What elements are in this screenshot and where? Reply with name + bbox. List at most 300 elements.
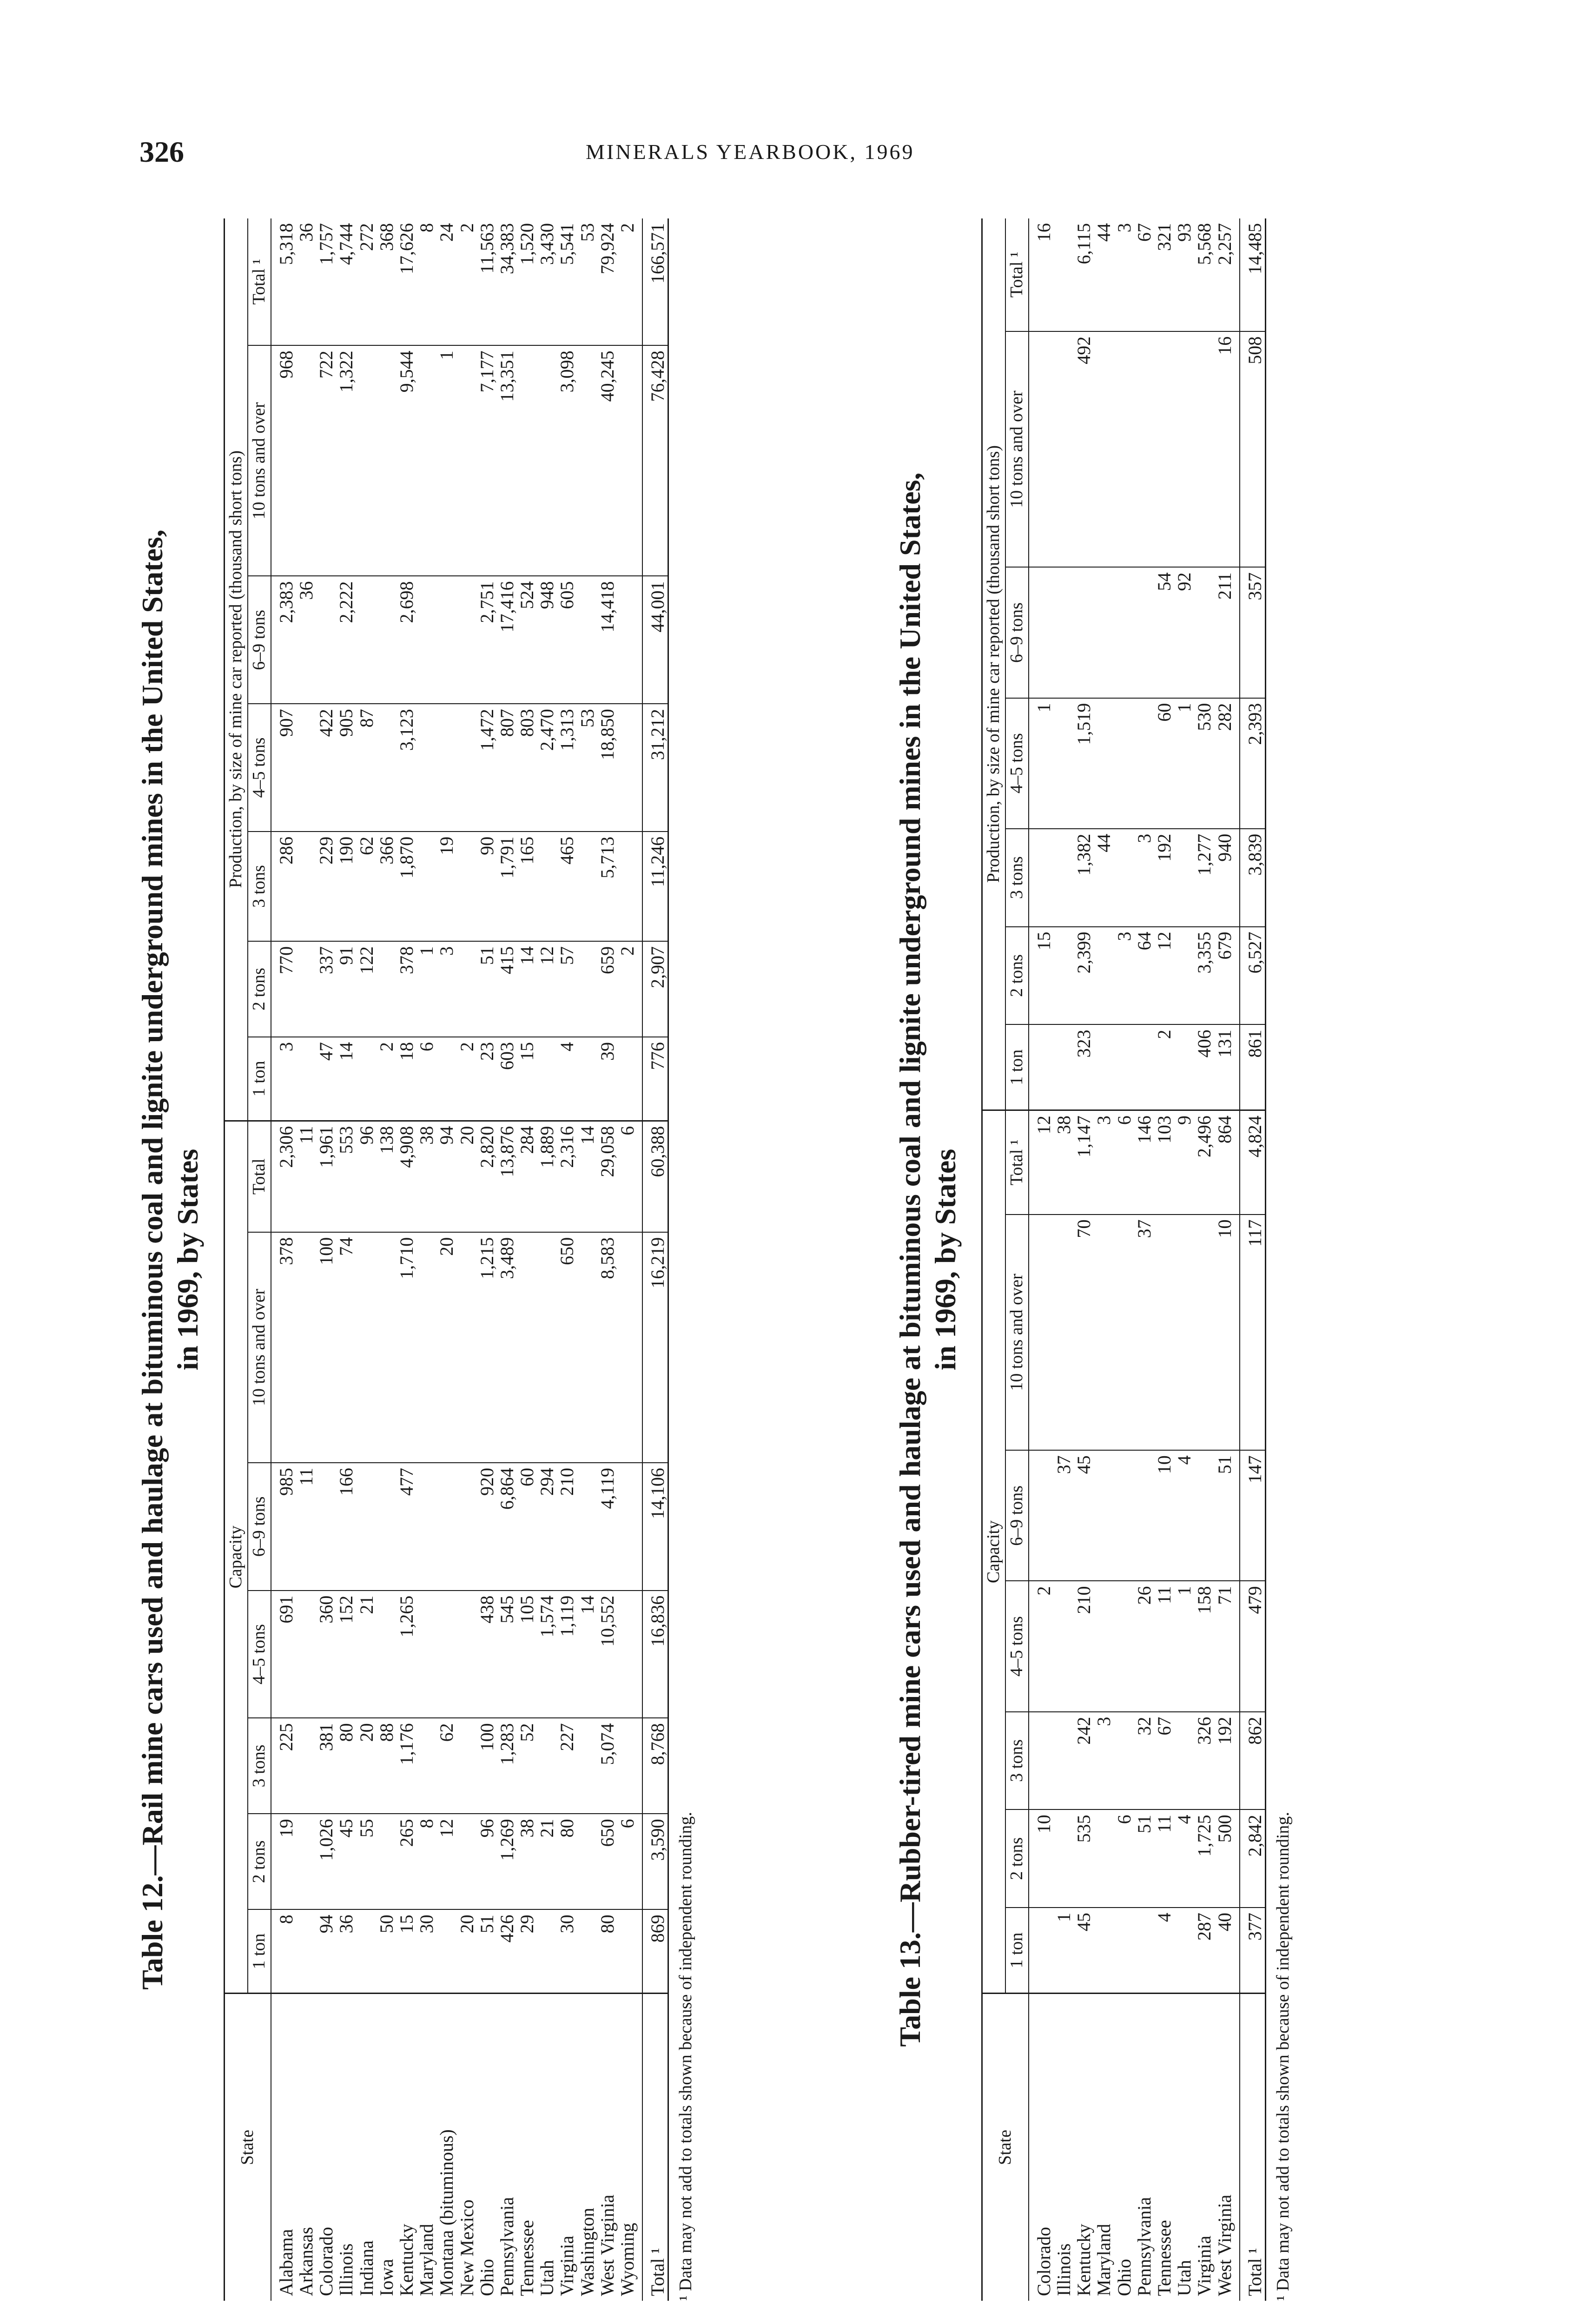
table-12-title (135, 218, 205, 2301)
capacity-cell (1194, 1450, 1214, 1581)
capacity-cell: 60,388 (642, 1121, 668, 1232)
capacity-cell (617, 1232, 642, 1463)
production-cell: 15 (517, 1037, 537, 1121)
capacity-col-header: 2 tons (248, 1814, 271, 1909)
production-cell: 15 (1029, 927, 1054, 1025)
production-cell (517, 345, 537, 576)
capacity-cell: 535 (1074, 1809, 1094, 1908)
capacity-cell (457, 1814, 477, 1909)
capacity-cell: 37 (1134, 1215, 1154, 1451)
production-cell: 2,393 (1240, 698, 1266, 829)
capacity-cell: 2,496 (1194, 1110, 1214, 1215)
table-row (377, 218, 397, 2301)
state-name: Total ¹ (1240, 1994, 1266, 2301)
table-row (1215, 218, 1240, 2301)
table-row (1054, 218, 1074, 2301)
capacity-cell: 52 (517, 1718, 537, 1814)
capacity-cell (1134, 1908, 1154, 1993)
production-cell: 2,907 (642, 941, 668, 1037)
capacity-col-header: 1 ton (248, 1909, 271, 1993)
production-cell: 366 (377, 832, 397, 941)
capacity-cell: 146 (1134, 1110, 1154, 1215)
capacity-cell: 36 (336, 1909, 356, 1993)
production-cell (617, 832, 642, 941)
production-cell (377, 576, 397, 704)
production-cell: 18 (397, 1037, 416, 1121)
capacity-cell: 4,824 (1240, 1110, 1266, 1215)
production-cell: 190 (336, 832, 356, 941)
production-cell (1174, 927, 1194, 1025)
production-cell: 508 (1240, 331, 1266, 568)
production-cell: 166,571 (642, 218, 668, 345)
capacity-cell: 377 (1240, 1908, 1266, 1993)
capacity-cell: 210 (557, 1463, 577, 1591)
table-13-block (892, 218, 1441, 2301)
production-cell: 1,519 (1074, 698, 1094, 829)
state-name: Washington (576, 2207, 598, 2296)
production-cell (357, 576, 377, 704)
capacity-cell: 4,908 (397, 1121, 416, 1232)
capacity-cell: 864 (1215, 1110, 1240, 1215)
production-cell: 1,757 (316, 218, 336, 345)
capacity-cell: 45 (336, 1814, 356, 1909)
capacity-cell: 6,864 (497, 1463, 517, 1591)
production-cell: 14 (336, 1037, 356, 1121)
table-row (316, 218, 336, 2301)
production-cell: 422 (316, 704, 336, 832)
production-cell: 406 (1194, 1024, 1214, 1110)
capacity-cell (1174, 1712, 1194, 1810)
production-cell: 12 (1154, 927, 1174, 1025)
capacity-cell (1094, 1908, 1114, 1993)
production-cell: 807 (497, 704, 517, 832)
production-cell: 770 (271, 941, 296, 1037)
production-cell: 5,541 (557, 218, 577, 345)
production-cell: 368 (377, 218, 397, 345)
production-cell: 2,751 (477, 576, 497, 704)
capacity-cell: 21 (357, 1591, 377, 1718)
capacity-cell: 1,176 (397, 1718, 416, 1814)
capacity-cell: 26 (1134, 1581, 1154, 1711)
production-cell (416, 576, 436, 704)
production-cell: 12 (537, 941, 557, 1037)
production-cell: 2 (1154, 1024, 1174, 1110)
capacity-cell: 2,306 (271, 1121, 296, 1232)
capacity-cell: 158 (1194, 1581, 1214, 1711)
production-cell: 3 (436, 941, 456, 1037)
capacity-cell: 1 (1174, 1581, 1194, 1711)
production-cell: 47 (316, 1037, 336, 1121)
capacity-cell: 1,119 (557, 1591, 577, 1718)
production-cell (537, 832, 557, 941)
production-cell: 192 (1154, 829, 1174, 927)
table-row (457, 218, 477, 2301)
production-cell (436, 576, 456, 704)
production-cell: 3 (1114, 218, 1134, 331)
production-cell: 4,744 (336, 218, 356, 345)
production-cell (1054, 331, 1074, 568)
table-row (1114, 218, 1134, 2301)
table-row (271, 218, 296, 2301)
production-cell: 92 (1174, 567, 1194, 698)
state-name: Virginia (556, 2235, 578, 2296)
production-col-header: 3 tons (248, 832, 271, 941)
production-cell: 40,245 (597, 345, 617, 576)
capacity-cell: 242 (1074, 1712, 1094, 1810)
capacity-cell (1054, 1809, 1074, 1908)
state-name: Tennessee (1153, 2220, 1175, 2296)
capacity-cell (357, 1463, 377, 1591)
running-title: MINERALS YEARBOOK, 1969 (586, 140, 915, 164)
capacity-cell: 152 (336, 1591, 356, 1718)
capacity-cell: 691 (271, 1591, 296, 1718)
production-cell: 378 (397, 941, 416, 1037)
capacity-cell (537, 1232, 557, 1463)
production-cell (577, 345, 597, 576)
capacity-cell (1114, 1908, 1134, 1993)
capacity-cell: 1,710 (397, 1232, 416, 1463)
capacity-cell: 2,842 (1240, 1809, 1266, 1908)
production-cell (617, 1037, 642, 1121)
capacity-cell: 985 (271, 1463, 296, 1591)
production-cell (377, 345, 397, 576)
production-cell (1094, 567, 1114, 698)
production-cell (1054, 567, 1074, 698)
state-name: Pennsylvania (1133, 2197, 1155, 2296)
capacity-cell (457, 1591, 477, 1718)
production-cell: 3 (1114, 927, 1134, 1025)
state-name: Wyoming (617, 2223, 638, 2296)
capacity-cell: 13,876 (497, 1121, 517, 1232)
production-cell: 44 (1094, 829, 1114, 927)
capacity-cell: 45 (1074, 1908, 1094, 1993)
capacity-cell (377, 1814, 397, 1909)
production-cell (537, 1037, 557, 1121)
production-cell: 5,568 (1194, 218, 1214, 331)
capacity-cell: 29 (517, 1909, 537, 1993)
capacity-cell: 21 (537, 1814, 557, 1909)
table-row (1154, 218, 1174, 2301)
production-cell: 18,850 (597, 704, 617, 832)
production-cell: 23 (477, 1037, 497, 1121)
capacity-cell: 8 (271, 1909, 296, 1993)
state-name: Colorado (316, 2227, 337, 2296)
production-cell: 17,626 (397, 218, 416, 345)
capacity-cell: 378 (271, 1232, 296, 1463)
production-cell: 2 (617, 218, 642, 345)
production-cell: 79,924 (597, 218, 617, 345)
production-cell: 492 (1074, 331, 1094, 568)
state-name: Colorado (1033, 2227, 1054, 2296)
capacity-cell: 51 (1134, 1809, 1154, 1908)
capacity-cell: 71 (1215, 1581, 1240, 1711)
capacity-cell: 3 (1094, 1110, 1114, 1215)
capacity-cell: 45 (1074, 1450, 1094, 1581)
production-cell: 357 (1240, 567, 1266, 698)
capacity-cell (577, 1463, 597, 1591)
production-cell: 286 (271, 832, 296, 941)
capacity-cell: 103 (1154, 1110, 1174, 1215)
production-cell: 5,318 (271, 218, 296, 345)
production-cell (296, 1037, 316, 1121)
production-cell (436, 704, 456, 832)
table-13-title-line2: in 1969, by States (928, 1149, 962, 1371)
capacity-cell: 166 (336, 1463, 356, 1591)
capacity-cell: 192 (1215, 1712, 1240, 1810)
capacity-cell: 14 (577, 1121, 597, 1232)
table-row (296, 218, 316, 2301)
production-cell: 940 (1215, 829, 1240, 927)
state-name: Alabama (275, 2229, 297, 2296)
capacity-cell: 38 (517, 1814, 537, 1909)
production-cell (296, 704, 316, 832)
capacity-col-header: Total ¹ (1005, 1110, 1029, 1215)
production-cell: 53 (577, 704, 597, 832)
table-row (477, 218, 497, 2301)
capacity-cell (436, 1909, 456, 1993)
capacity-cell (357, 1232, 377, 1463)
production-cell (1054, 927, 1074, 1025)
table-row (1074, 218, 1094, 2301)
state-column-header: State (225, 1994, 271, 2301)
state-name: Utah (536, 2260, 558, 2296)
production-cell: 57 (557, 941, 577, 1037)
capacity-cell (416, 1232, 436, 1463)
capacity-cell: 67 (1154, 1712, 1174, 1810)
capacity-cell: 2 (1029, 1581, 1054, 1711)
capacity-cell: 20 (357, 1718, 377, 1814)
table-row (1174, 218, 1194, 2301)
capacity-cell: 70 (1074, 1215, 1094, 1451)
capacity-cell: 1,147 (1074, 1110, 1094, 1215)
production-cell (1194, 331, 1214, 568)
capacity-cell: 3,489 (497, 1232, 517, 1463)
production-col-header: 6–9 tons (248, 576, 271, 704)
capacity-cell (296, 1232, 316, 1463)
capacity-col-header: 10 tons and over (1005, 1215, 1029, 1451)
production-cell (296, 832, 316, 941)
capacity-cell: 11 (296, 1463, 316, 1591)
production-col-header: 2 tons (1005, 927, 1029, 1025)
production-col-header: Total ¹ (1005, 218, 1029, 331)
capacity-cell (1114, 1215, 1134, 1451)
capacity-cell (517, 1232, 537, 1463)
capacity-cell: 147 (1240, 1450, 1266, 1581)
production-cell: 1,382 (1074, 829, 1094, 927)
production-cell: 679 (1215, 927, 1240, 1025)
production-cell: 415 (497, 941, 517, 1037)
state-name: Ohio (476, 2259, 497, 2296)
state-name: Arkansas (296, 2227, 317, 2296)
capacity-col-header: 2 tons (1005, 1809, 1029, 1908)
production-cell (617, 704, 642, 832)
production-cell (577, 576, 597, 704)
capacity-col-header: 3 tons (248, 1718, 271, 1814)
capacity-cell: 500 (1215, 1809, 1240, 1908)
capacity-cell: 16,836 (642, 1591, 668, 1718)
capacity-cell: 1,961 (316, 1121, 336, 1232)
capacity-cell: 8 (416, 1814, 436, 1909)
production-cell (1114, 829, 1134, 927)
capacity-cell: 1,283 (497, 1718, 517, 1814)
production-header: Production, by size of mine car reported (thousand short tons) (982, 218, 1005, 1110)
capacity-cell: 6 (617, 1121, 642, 1232)
state-name: Maryland (416, 2224, 437, 2296)
table-12 (224, 218, 669, 2301)
production-cell (377, 704, 397, 832)
capacity-cell: 553 (336, 1121, 356, 1232)
production-cell: 14,418 (597, 576, 617, 704)
production-cell (1074, 567, 1094, 698)
capacity-cell: 12 (436, 1814, 456, 1909)
production-cell: 64 (1134, 927, 1154, 1025)
table-12-footnote: ¹ Data may not add to totals shown because of independent rounding. (676, 1812, 696, 2301)
state-name: Pennsylvania (496, 2197, 517, 2296)
capacity-cell (1029, 1712, 1054, 1810)
table-row (617, 218, 642, 2301)
production-cell (1094, 1024, 1114, 1110)
production-cell (1054, 698, 1074, 829)
production-cell (617, 345, 642, 576)
table-row (597, 218, 617, 2301)
production-cell (1174, 1024, 1194, 1110)
capacity-cell: 88 (377, 1718, 397, 1814)
production-cell: 3,430 (537, 218, 557, 345)
table-row (357, 218, 377, 2301)
capacity-cell: 4 (1154, 1908, 1174, 1993)
production-cell (357, 1037, 377, 1121)
production-cell: 19 (436, 832, 456, 941)
table-row (416, 218, 436, 2301)
capacity-cell (436, 1463, 456, 1591)
production-cell: 229 (316, 832, 336, 941)
production-cell: 2 (457, 1037, 477, 1121)
capacity-cell: 9 (1174, 1110, 1194, 1215)
capacity-cell (457, 1232, 477, 1463)
production-cell: 76,428 (642, 345, 668, 576)
production-cell: 16 (1029, 218, 1054, 331)
capacity-cell (296, 1591, 316, 1718)
production-col-header: Total ¹ (248, 218, 271, 345)
production-cell: 211 (1215, 567, 1240, 698)
capacity-cell: 4 (1174, 1809, 1194, 1908)
table-row (1094, 218, 1114, 2301)
production-cell: 1,313 (557, 704, 577, 832)
table-row (497, 218, 517, 2301)
capacity-cell: 287 (1194, 1908, 1214, 1993)
production-cell: 2,257 (1215, 218, 1240, 331)
capacity-cell: 11 (1154, 1581, 1174, 1711)
capacity-cell (416, 1591, 436, 1718)
production-cell: 1 (436, 345, 456, 576)
production-cell: 3,839 (1240, 829, 1266, 927)
capacity-cell: 294 (537, 1463, 557, 1591)
production-cell: 2,383 (271, 576, 296, 704)
production-header: Production, by size of mine car reported (thousand short tons) (225, 218, 248, 1121)
state-name: Maryland (1093, 2224, 1115, 2296)
production-cell: 36 (296, 218, 316, 345)
production-cell (1094, 927, 1114, 1025)
production-cell: 323 (1074, 1024, 1094, 1110)
capacity-cell: 96 (477, 1814, 497, 1909)
capacity-cell: 55 (357, 1814, 377, 1909)
capacity-cell: 265 (397, 1814, 416, 1909)
table-row (436, 218, 456, 2301)
capacity-cell: 29,058 (597, 1121, 617, 1232)
capacity-cell: 650 (597, 1814, 617, 1909)
capacity-cell (537, 1909, 557, 1993)
state-column-header: State (982, 1994, 1029, 2301)
capacity-cell: 8,583 (597, 1232, 617, 1463)
production-cell: 948 (537, 576, 557, 704)
production-cell (357, 345, 377, 576)
capacity-cell (617, 1718, 642, 1814)
production-cell: 3,355 (1194, 927, 1214, 1025)
production-cell (296, 941, 316, 1037)
capacity-cell: 19 (271, 1814, 296, 1909)
production-cell (1194, 567, 1214, 698)
capacity-cell: 100 (316, 1232, 336, 1463)
production-cell: 3 (271, 1037, 296, 1121)
capacity-cell: 38 (1054, 1110, 1074, 1215)
production-cell: 1,322 (336, 345, 356, 576)
capacity-cell: 30 (416, 1909, 436, 1993)
capacity-cell: 51 (1215, 1450, 1240, 1581)
state-name: Iowa (376, 2259, 397, 2296)
production-cell: 14 (517, 941, 537, 1037)
capacity-cell (316, 1463, 336, 1591)
state-name: Tennessee (516, 2220, 538, 2296)
capacity-col-header: Total (248, 1121, 271, 1232)
capacity-cell (296, 1909, 316, 1993)
capacity-cell (296, 1718, 316, 1814)
production-cell (436, 1037, 456, 1121)
capacity-header: Capacity (225, 1121, 248, 1993)
production-cell (1134, 698, 1154, 829)
production-cell: 36 (296, 576, 316, 704)
production-cell (577, 1037, 597, 1121)
production-cell (1029, 829, 1054, 927)
production-cell: 1 (416, 941, 436, 1037)
production-cell: 6 (416, 1037, 436, 1121)
capacity-col-header: 4–5 tons (1005, 1581, 1029, 1711)
capacity-cell: 438 (477, 1591, 497, 1718)
production-cell: 51 (477, 941, 497, 1037)
production-cell: 5,713 (597, 832, 617, 941)
production-cell (457, 576, 477, 704)
production-col-header: 3 tons (1005, 829, 1029, 927)
capacity-cell: 227 (557, 1718, 577, 1814)
production-cell: 14,485 (1240, 218, 1266, 331)
production-cell: 3 (1134, 829, 1154, 927)
capacity-col-header: 3 tons (1005, 1712, 1029, 1810)
capacity-cell: 2,316 (557, 1121, 577, 1232)
production-col-header: 4–5 tons (248, 704, 271, 832)
capacity-cell: 32 (1134, 1712, 1154, 1810)
production-col-header: 1 ton (248, 1037, 271, 1121)
capacity-cell: 381 (316, 1718, 336, 1814)
capacity-cell (416, 1718, 436, 1814)
capacity-cell (1029, 1215, 1054, 1451)
production-cell: 62 (357, 832, 377, 941)
production-cell (1174, 331, 1194, 568)
capacity-cell: 1 (1054, 1908, 1074, 1993)
capacity-cell: 30 (557, 1909, 577, 1993)
production-cell: 93 (1174, 218, 1194, 331)
production-cell: 1 (1029, 698, 1054, 829)
capacity-cell (1194, 1215, 1214, 1451)
capacity-cell: 1,889 (537, 1121, 557, 1232)
